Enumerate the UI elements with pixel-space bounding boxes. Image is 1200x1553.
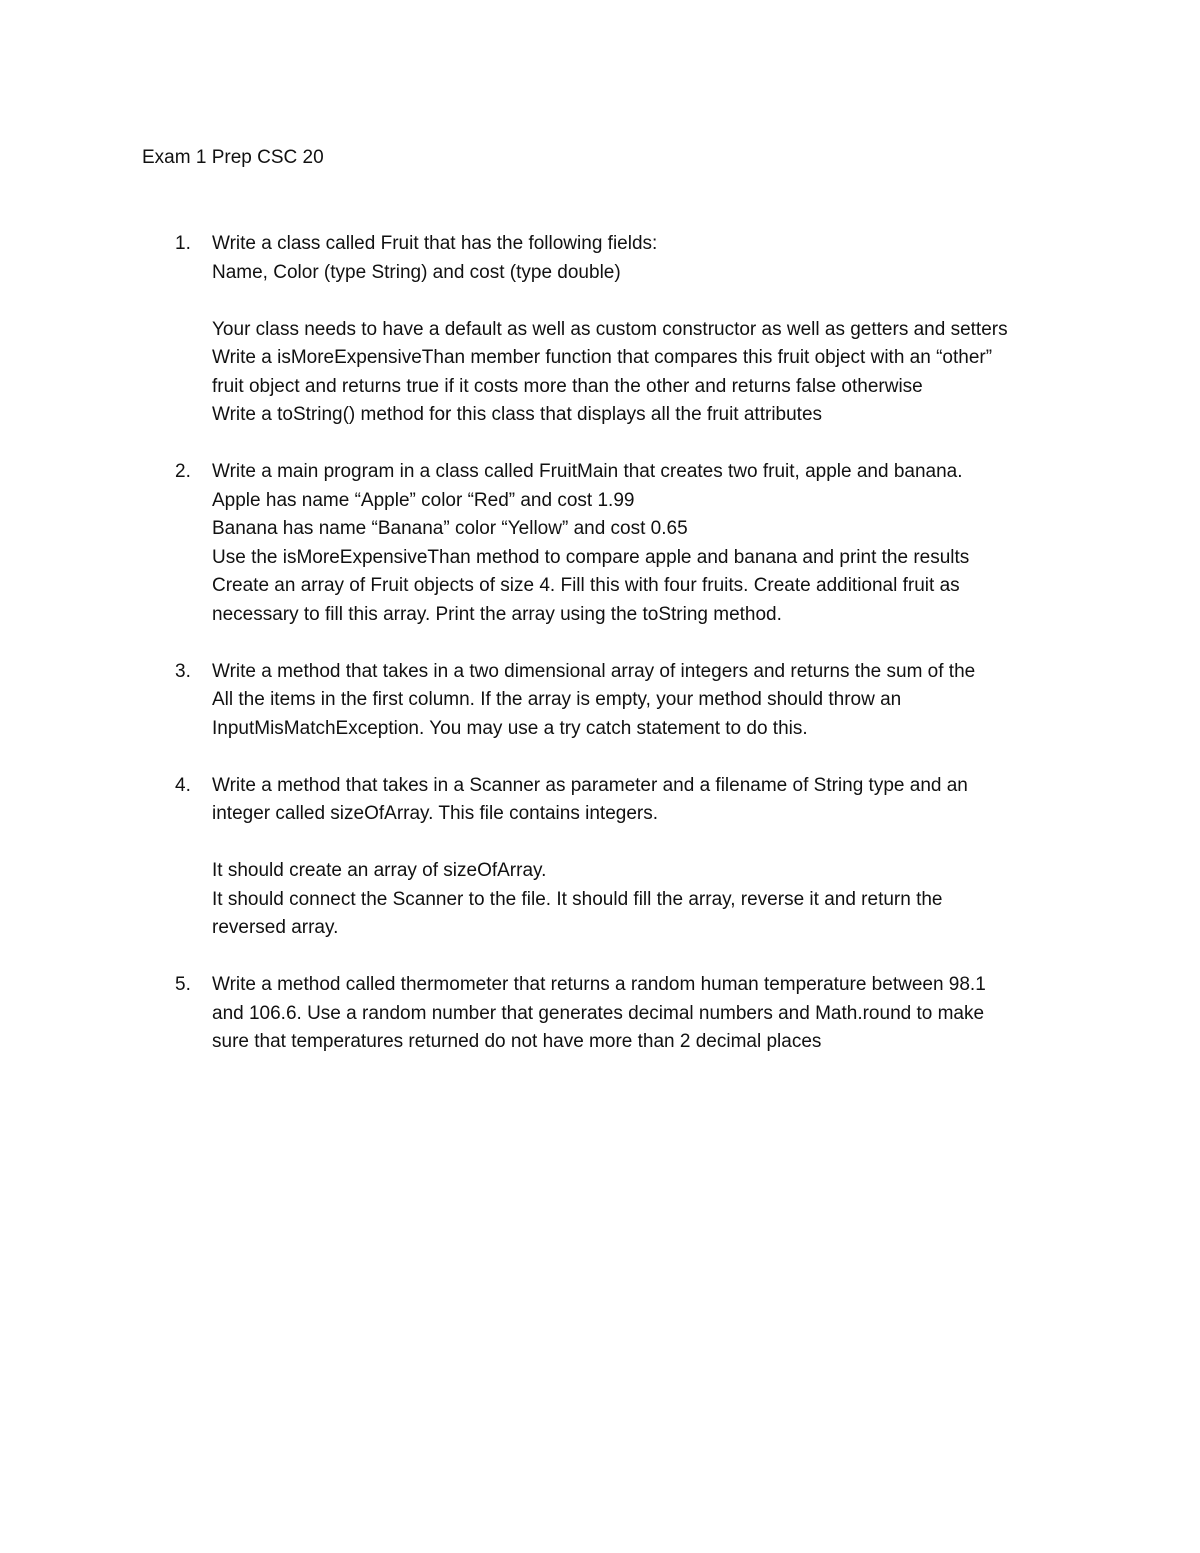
question-text — [212, 658, 1112, 744]
question-line: Apple has name “Apple” color “Red” and cost 1.99 — [212, 489, 635, 511]
question-line: It should connect the Scanner to the file. It should fill the array, reverse it and return the — [212, 888, 943, 910]
question-line: InputMisMatchException. You may use a try catch statement to do this. — [212, 717, 808, 739]
blank-line — [212, 287, 1112, 316]
question-item — [0, 458, 1200, 629]
question-line: Write a method that takes in a two dimensional array of integers and returns the sum of the — [212, 660, 976, 682]
question-line: Write a isMoreExpensiveThan member function that compares this fruit object with an “other” — [212, 347, 993, 368]
question-number: 2. — [175, 461, 191, 482]
question-item — [0, 230, 1200, 430]
document-title: Exam 1 Prep CSC 20 — [142, 147, 324, 168]
question-line: Your class needs to have a default as well as custom constructor as well as getters and setters — [212, 318, 1008, 340]
question-item — [0, 971, 1200, 1057]
question-line: necessary to fill this array. Print the array using the toString method. — [212, 603, 782, 625]
question-line: reversed array. — [212, 917, 339, 938]
question-line: Banana has name “Banana” color “Yellow” and cost 0.65 — [212, 518, 688, 539]
question-line: Use the isMoreExpensiveThan method to compare apple and banana and print the results — [212, 546, 970, 568]
question-line: sure that temperatures returned do not have more than 2 decimal places — [212, 1031, 822, 1052]
question-number: 1. — [175, 233, 191, 254]
question-text — [212, 772, 1112, 943]
question-line: Write a main program in a class called FruitMain that creates two fruit, apple and banana. — [212, 461, 963, 482]
question-text — [212, 458, 1112, 629]
blank-line — [212, 829, 1112, 858]
question-line: Write a class called Fruit that has the following fields: — [212, 233, 658, 254]
question-line: and 106.6. Use a random number that generates decimal numbers and Math.round to make — [212, 1002, 985, 1024]
question-line: Write a toString() method for this class that displays all the fruit attributes — [212, 404, 823, 425]
question-item — [0, 658, 1200, 744]
question-number: 5. — [175, 974, 191, 995]
question-line: integer called sizeOfArray. This file contains integers. — [212, 803, 658, 824]
question-line: Create an array of Fruit objects of size 4. Fill this with four fruits. Create additional fruit as — [212, 575, 960, 596]
question-text — [212, 230, 1112, 430]
question-list — [0, 230, 1200, 1085]
question-number: 3. — [175, 660, 191, 682]
question-text — [212, 971, 1112, 1057]
question-line: It should create an array of sizeOfArray. — [212, 860, 547, 881]
question-line: fruit object and returns true if it costs more than the other and returns false otherwise — [212, 375, 923, 397]
question-line: Write a method that takes in a Scanner as parameter and a filename of String type and an — [212, 774, 968, 796]
question-number: 4. — [175, 774, 191, 796]
question-line: All the items in the first column. If the array is empty, your method should throw an — [212, 689, 902, 710]
question-line: Write a method called thermometer that returns a random human temperature between 98.1 — [212, 974, 986, 995]
question-line: Name, Color (type String) and cost (type double) — [212, 261, 621, 283]
question-item — [0, 772, 1200, 943]
